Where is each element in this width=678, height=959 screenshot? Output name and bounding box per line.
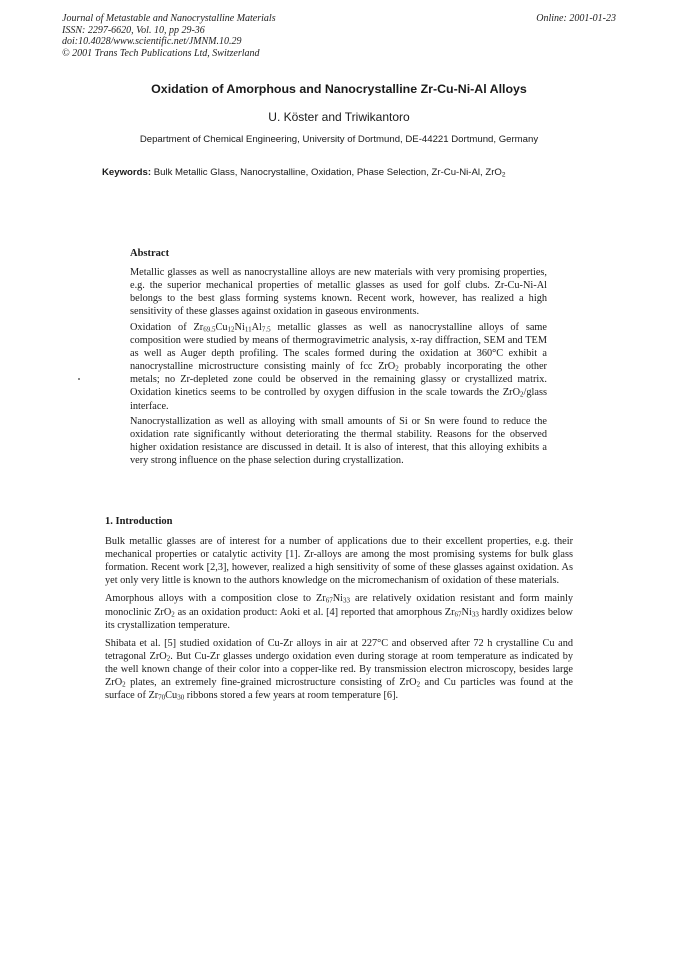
keywords-label: Keywords:	[102, 167, 152, 178]
keywords-text: Bulk Metallic Glass, Nanocrystalline, Oxidation, Phase Selection, Zr-Cu-Ni-Al, ZrO	[153, 167, 502, 178]
journal-issn: ISSN: 2297-6620, Vol. 10, pp 29-36	[62, 24, 205, 36]
intro-paragraph-1: Bulk metallic glasses are of interest for a number of applications due to their excellent properties, e.g. their mechanical properties or catalytic activity [1]. Zr-alloys are among the most promising systems for bulk glass formation. Recent work [2,3], however, realized a high sensitivity of some of these glasses against oxidation. As yet only very little is known to the authors knowledge on the micromechanism of oxidation of these materials.	[105, 536, 573, 587]
text-run: Shibata et al. [5] studied oxidation of Cu-Zr alloys in air at 227°C and observed after 72 h crystalline Cu and tetragonal ZrO	[105, 637, 573, 662]
subscript: 2	[520, 390, 524, 399]
subscript: 70	[158, 693, 166, 702]
text-run: Cu	[165, 690, 178, 702]
text-run: . But Cu-Zr glasses undergo oxidation even during storage at room temperature as indicated by the well known change of their color into a copper-like red. By transmission electron microscopy, besides large ZrO	[105, 650, 573, 689]
text-run: ribbons stored a few years at room temperature [6].	[184, 690, 399, 702]
journal-copyright: © 2001 Trans Tech Publications Ltd, Switzerland	[62, 47, 260, 59]
keywords-sub: 2	[501, 171, 506, 179]
keywords-line	[102, 167, 622, 178]
abstract-paragraph-2	[130, 321, 547, 413]
subscript: 7.5	[261, 325, 271, 334]
text-run: plates, an extremely fine-grained microstructure consisting of ZrO	[125, 677, 417, 689]
subscript: 2	[395, 364, 399, 373]
text-run: Oxidation of Zr	[130, 321, 204, 333]
abstract-paragraph-1: Metallic glasses as well as nanocrystalline alloys are new materials with very promising properties, e.g. the superior mechanical properties of metallic glasses as used for golf clubs. Zr-Cu-Ni-Al belongs to the best glass forming systems known. Recent work, however, has realized a high sensitivity of these glasses against oxidation in gaseous environments.	[130, 267, 547, 318]
subscript: 2	[416, 680, 421, 689]
text-run: are relatively oxidation resistant and form mainly monoclinic ZrO	[105, 593, 573, 618]
paper-authors: U. Köster and Triwikantoro	[268, 110, 410, 124]
intro-paragraph-3	[105, 637, 573, 702]
abstract-heading: Abstract	[130, 248, 170, 259]
text-run: Ni	[461, 606, 472, 618]
journal-name: Journal of Metastable and Nanocrystalline Materials	[62, 13, 276, 24]
text-run: Ni	[234, 321, 245, 333]
subscript: 33	[471, 610, 479, 619]
text-run: Ni	[332, 593, 344, 605]
subscript: 69.5	[203, 325, 216, 334]
journal-doi: doi:10.4028/www.scientific.net/JMNM.10.29	[62, 36, 242, 48]
subscript: 67	[325, 597, 333, 605]
journal-header	[62, 13, 616, 59]
text-run: /glass interface.	[130, 387, 547, 412]
paper-title: Oxidation of Amorphous and Nanocrystalline Zr-Cu-Ni-Al Alloys	[151, 82, 527, 96]
abstract-paragraph-3: Nanocrystallization as well as alloying with small amounts of Si or Sn were found to reduce the oxidation rate significantly without deteriorating the thermal stability. Reasons for the observed higher oxidation resistance are discussed in detail. It is also of interest, that this alloying exhibits a very strong influence on the phase selection during crystallization.	[130, 416, 547, 467]
paper-affiliation: Department of Chemical Engineering, University of Dortmund, DE-44221 Dortmund, Germany	[139, 134, 539, 145]
text-run: as an oxidation product: Aoki et al. [4] reported that amorphous Zr	[174, 606, 455, 618]
text-run: Cu	[215, 321, 228, 333]
subscript: 2	[166, 654, 171, 663]
text-run: hardly oxidizes below its crystallization temperature.	[105, 606, 573, 631]
text-run: probably incorporating the other metals; no Zr-depleted zone could be observed in the remaining glassy or crystallized matrix. Oxidation kinetics seems to be controlled by oxygen diffusion in the scale towards the ZrO	[130, 361, 547, 399]
intro-paragraph-2	[105, 592, 573, 631]
introduction-section	[105, 515, 573, 707]
text-run: and Cu particles was found at the surface of Zr	[105, 677, 574, 702]
subscript: 30	[177, 693, 185, 702]
stray-mark	[78, 378, 80, 380]
journal-info	[62, 13, 616, 59]
subscript: 12	[227, 325, 235, 334]
text-run: metallic glasses as well as nanocrystalline alloys of same composition were studied by means of thermogravimetric analysis, x-ray diffraction, SEM and TEM as well as Auger depth profiling. The scales formed during the oxidation at 360°C exhibit a nanocrystalline microstructure consisting mainly of fcc ZrO	[130, 321, 547, 373]
introduction-heading: 1. Introduction	[105, 516, 173, 527]
abstract-section	[130, 247, 547, 470]
subscript: 67	[454, 610, 462, 619]
subscript: 11	[244, 325, 252, 334]
subscript: 2	[171, 610, 175, 619]
subscript: 2	[122, 680, 126, 689]
online-date: Online: 2001-01-23	[536, 13, 616, 24]
text-run: Amorphous alloys with a composition close to Zr	[105, 593, 326, 605]
subscript: 33	[343, 597, 351, 605]
text-run: Al	[251, 321, 262, 333]
